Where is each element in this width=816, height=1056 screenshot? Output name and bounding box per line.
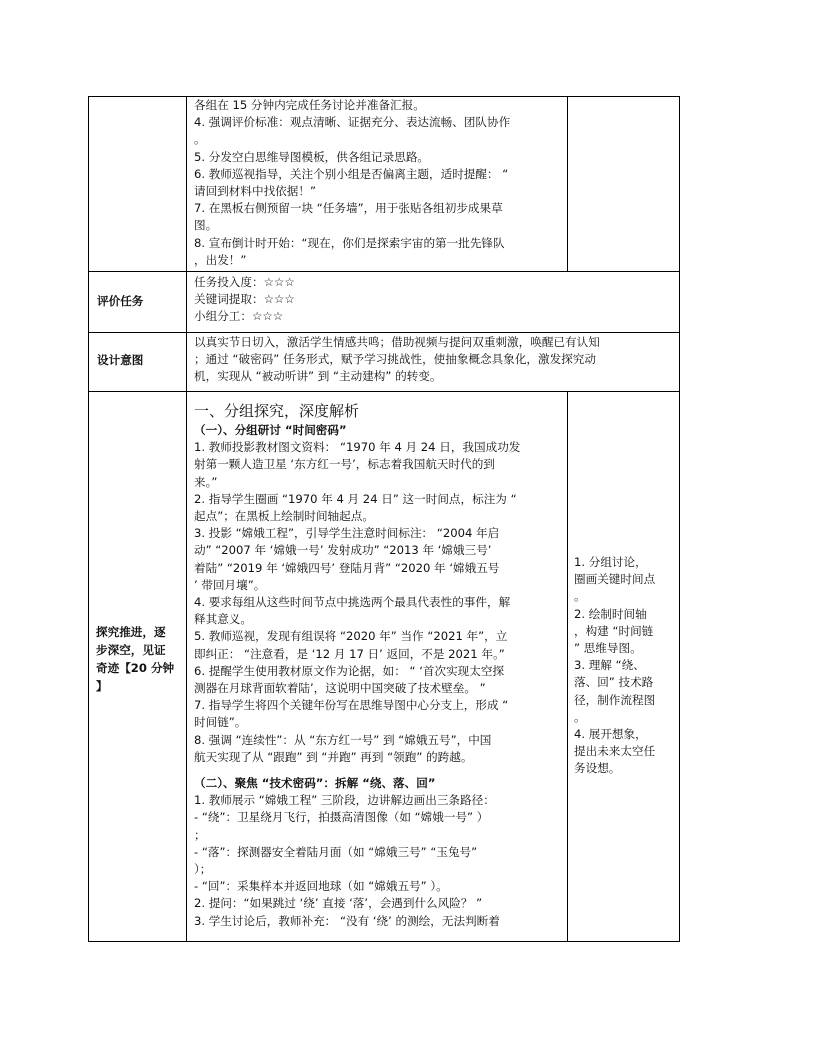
process-step-line: 5. 分发空白思维导图模板，供各组记录思路。 — [194, 149, 430, 164]
note-line: 径，制作流程图 — [574, 692, 656, 707]
step-line: 1. 教师投影教材图文资料： “1970 年 4 月 24 日，我国成功发 — [194, 440, 521, 455]
process-step-line: 6. 教师巡视指导，关注个别小组是否偏离主题，适时提醒： “ — [194, 166, 509, 181]
table-border-right — [679, 96, 680, 942]
step-line: 射第一颗人造卫星 ‘东方红一号’，标志着我国航天时代的到 — [194, 457, 495, 472]
table-border-left — [88, 96, 89, 942]
step-line: 着陆” “2019 年 ‘嫦娥四号’ 登陆月背” “2020 年 ‘嫦娥五号 — [194, 560, 500, 575]
step-line: ； — [194, 827, 206, 842]
subsection-heading: （一）、分组研讨 “时间密码” — [194, 423, 347, 437]
step-line: 1. 教师展示 “嫦娥工程” 三阶段，边讲解边画出三条路径： — [194, 793, 495, 808]
column-divider — [186, 96, 187, 942]
row-divider — [88, 391, 680, 392]
step-line: - “回”：采集样本并返回地球（如 “嫦娥五号” ）。 — [194, 879, 448, 894]
note-line: 2. 绘制时间轴 — [574, 606, 647, 621]
student-activity-notes — [574, 554, 655, 778]
step-line: 6. 提醒学生使用教材原文作为论据，如： “ ‘首次实现太空探 — [194, 663, 505, 678]
evaluation-item: 关键词提取：☆☆☆ — [194, 292, 295, 307]
step-line: 4. 要求每组从这些时间节点中挑选两个最具代表性的事件，解 — [194, 595, 511, 610]
explore-label-line: 】 — [96, 679, 108, 693]
lesson-plan-table — [88, 96, 680, 942]
explore-label-line: 探究推进，逐 — [96, 625, 166, 639]
note-line: ，构建 “时间链 — [574, 623, 654, 638]
step-line: 来。” — [194, 474, 218, 489]
evaluation-item: 小组分工：☆☆☆ — [194, 309, 284, 324]
step-line: 3. 学生讨论后，教师补充： “没有 ‘绕’ 的测绘，无法判断着 — [194, 913, 500, 928]
note-line: 4. 展开想象， — [574, 727, 647, 742]
step-line: 5. 教师巡视，发现有组误将 “2020 年” 当作 “2021 年”，立 — [194, 629, 508, 644]
step-line: 时间链”。 — [194, 715, 247, 730]
step-line: ）； — [194, 862, 212, 877]
design-intent-line: ；通过 “破密码” 任务形式，赋予学习挑战性，使抽象概念具象化，激发探究动 — [194, 352, 596, 367]
design-intent-content — [194, 334, 600, 386]
evaluation-content — [194, 274, 295, 326]
explore-label-line: 奇迹【20 分钟 — [96, 661, 175, 675]
column-divider — [567, 96, 568, 272]
step-line: 3. 投影 “嫦娥工程”，引导学生注意时间标注： “2004 年启 — [194, 526, 500, 541]
note-line: 提出未来太空任 — [574, 744, 656, 759]
step-line: 航天实现了从 “跟跑” 到 “并跑” 再到 “领跑” 的跨越。 — [194, 749, 473, 764]
step-line: 7. 指导学生将四个关键年份写在思维导图中心分支上，形成 “ — [194, 698, 509, 713]
note-line: 落、回” 技术路 — [574, 675, 654, 690]
process-step-line: ，出发！” — [194, 252, 247, 267]
evaluation-label: 评价任务 — [97, 294, 144, 308]
process-continuation-cell — [194, 97, 510, 269]
explore-label-line: 步深空，见证 — [96, 643, 166, 657]
step-line: 起点”；在黑板上绘制时间轴起点。 — [194, 509, 374, 524]
design-intent-label: 设计意图 — [97, 353, 144, 367]
note-line: 1. 分组讨论， — [574, 555, 647, 569]
step-line: 释其意义。 — [194, 612, 252, 627]
step-line: - “绕”：卫星绕月飞行，拍摄高清图像（如 “嫦娥一号” ） — [194, 810, 489, 825]
process-step-line: 7. 在黑板右侧预留一块 “任务墙”，用于张贴各组初步成果草 — [194, 201, 503, 216]
step-line: 8. 强调 “连续性”：从 “东方红一号” 到 “嫦娥五号”，中国 — [194, 732, 492, 747]
process-step-line: 图。 — [194, 218, 218, 233]
note-line: 。 — [574, 709, 586, 724]
explore-content — [194, 401, 520, 930]
section-heading: 一、分组探究，深度解析 — [194, 402, 360, 420]
note-line: 务设想。 — [574, 761, 621, 776]
note-line: 。 — [574, 589, 586, 604]
design-intent-line: 以真实节日切入，激活学生情感共鸣；借助视频与提问双重刺激，唤醒已有认知 — [194, 335, 600, 349]
spacer — [194, 766, 520, 775]
row-divider — [88, 271, 680, 272]
explore-label — [96, 623, 174, 695]
design-intent-line: 机，实现从 “被动听讲” 到 “主动建构” 的转变。 — [194, 369, 442, 384]
process-step-line: 4. 强调评价标准：观点清晰、证据充分、表达流畅、团队协作 — [194, 115, 511, 130]
step-line: 动” “2007 年 ‘嫦娥一号’ 发射成功” “2013 年 ‘嫦娥三号’ — [194, 543, 492, 558]
row-divider — [88, 332, 680, 333]
step-line: ’ 带回月壤”。 — [194, 577, 266, 592]
step-line: - “落”：探测器安全着陆月面（如 “嫦娥三号” “玉兔号” — [194, 844, 478, 859]
note-line: 3. 理解 “绕、 — [574, 658, 645, 673]
step-line: 2. 提问：“如果跳过 ‘绕’ 直接 ‘落’，会遇到什么风险？ ” — [194, 896, 483, 911]
process-step-line: 请回到材料中找依据！” — [194, 184, 316, 199]
evaluation-item: 任务投入度：☆☆☆ — [194, 275, 295, 289]
step-line: 即纠正： “注意看，是 ‘12 月 17 日’ 返回，不是 2021 年。” — [194, 646, 505, 661]
table-border-bottom — [88, 941, 680, 942]
process-step-line: 8. 宣布倒计时开始：“现在，你们是探索宇宙的第一批先锋队 — [194, 235, 505, 250]
column-divider — [567, 391, 568, 942]
note-line: 圈画关键时间点 — [574, 572, 656, 587]
subsection-heading: （二）、聚焦 “技术密码”：拆解 “绕、落、回” — [194, 776, 436, 791]
process-step-line: 。 — [194, 132, 206, 147]
step-line: 测器在月球背面软着陆’，这说明中国突破了技术壁垒。 ” — [194, 681, 486, 696]
note-line: ” 思维导图。 — [574, 641, 642, 656]
process-step-line: 各组在 15 分钟内完成任务讨论并准备汇报。 — [194, 98, 425, 112]
step-line: 2. 指导学生圈画 “1970 年 4 月 24 日” 这一时间点，标注为 “ — [194, 491, 517, 506]
